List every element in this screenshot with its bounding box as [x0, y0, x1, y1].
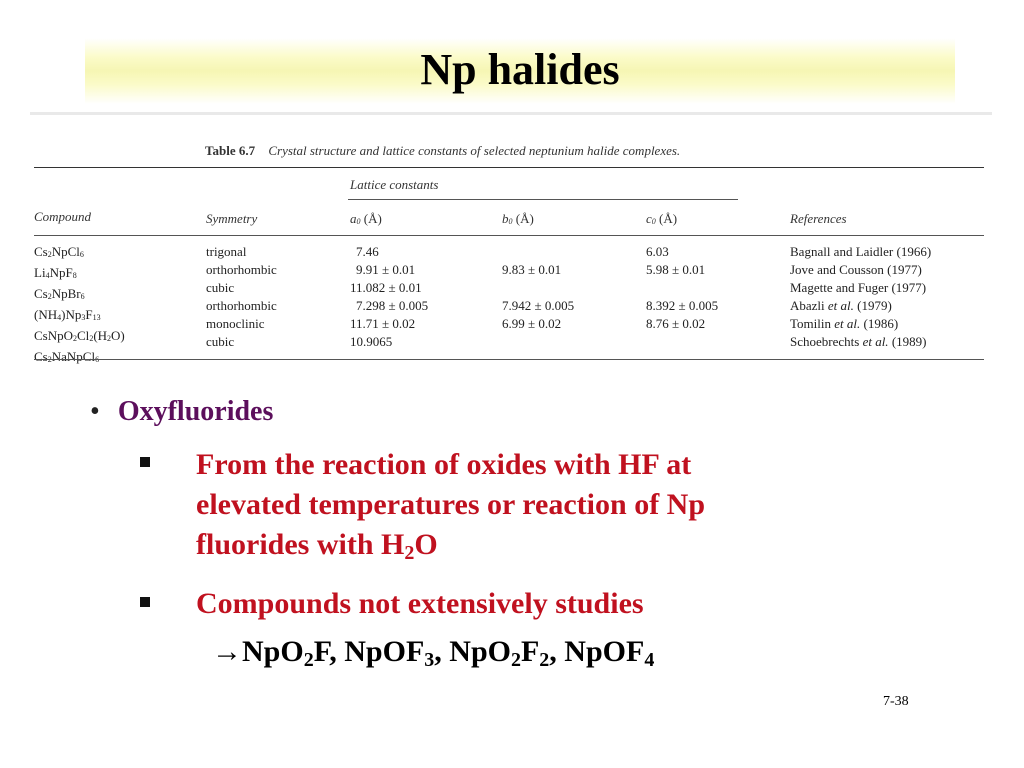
- b0-cell: [502, 243, 574, 261]
- c0-cell: [646, 333, 718, 351]
- symmetry-cell: orthorhombic: [206, 262, 277, 277]
- reference-cell: Bagnall and Laidler (1966): [790, 244, 932, 259]
- right-arrow-icon: →: [212, 635, 242, 668]
- square-bullet-icon: [140, 597, 150, 607]
- header-references: References: [790, 211, 847, 226]
- column-references: [790, 243, 931, 351]
- bullet-item-not-studied: Compounds not extensively studies: [196, 587, 644, 620]
- table-top-rule: [34, 167, 984, 168]
- column-symmetry: [206, 243, 277, 351]
- column-c0: [646, 243, 718, 351]
- b0-cell: 6.99 ± 0.02: [502, 316, 562, 331]
- header-a0-unit: (Å): [360, 211, 382, 226]
- a0-cell: 9.91 ± 0.01: [356, 262, 416, 277]
- symmetry-cell: monoclinic: [206, 316, 265, 331]
- header-b0-unit: (Å): [512, 211, 534, 226]
- a0-cell: 7.46: [356, 244, 379, 259]
- a0-cell: 11.71 ± 0.02: [350, 316, 416, 331]
- table-number: Table 6.7: [205, 143, 256, 158]
- header-b0-sub: 0: [508, 217, 513, 226]
- reference-cell: Tomilin et al. (1986): [790, 316, 899, 331]
- compound-cell: Li4NpF8: [34, 265, 77, 280]
- a0-cell: 10.9065: [350, 334, 393, 349]
- header-compound: Compound: [34, 209, 92, 224]
- header-c0-unit: (Å): [655, 211, 678, 226]
- header-a0-sub: 0: [356, 217, 361, 226]
- lattice-group-rule: [348, 199, 738, 200]
- header-rule: [34, 235, 984, 236]
- bullet-line: From the reaction of oxides with HF at: [196, 448, 692, 481]
- c0-cell: 5.98 ± 0.01: [646, 262, 706, 277]
- page-number: 7-38: [883, 694, 909, 709]
- bullet-dot-icon: •: [90, 396, 100, 427]
- c0-cell: 6.03: [646, 244, 669, 259]
- reference-cell: Schoebrechts et al. (1989): [790, 334, 927, 349]
- bullet-line: fluorides with $H_2O$: [196, 528, 438, 564]
- b0-cell: [502, 279, 574, 297]
- c0-cell: 8.392 ± 0.005: [646, 298, 719, 313]
- symmetry-cell: cubic: [206, 280, 235, 295]
- table-caption-text: Crystal structure and lattice constants of selected neptunium halide complexes.: [268, 143, 681, 158]
- compound-cell: Cs2NaNpCl6: [34, 349, 100, 364]
- reference-cell: Jove and Cousson (1977): [790, 262, 922, 277]
- reference-cell: Abazli et al. (1979): [790, 298, 892, 313]
- column-b0: [502, 243, 574, 351]
- b0-cell: 9.83 ± 0.01: [502, 262, 562, 277]
- symmetry-cell: trigonal: [206, 244, 247, 259]
- bullet-line: elevated temperatures or reaction of Np: [196, 488, 706, 521]
- header-symmetry: Symmetry: [206, 211, 258, 226]
- symmetry-cell: cubic: [206, 334, 235, 349]
- table-bottom-rule: [34, 359, 984, 360]
- table-caption: [205, 143, 680, 159]
- compound-cell: Cs2NpBr6: [34, 286, 85, 301]
- header-a0-letter: a: [350, 211, 357, 226]
- c0-cell: [646, 279, 718, 297]
- slide-title: Np halides: [420, 45, 620, 94]
- bullet-oxyfluorides: [90, 392, 273, 432]
- column-compound: [34, 243, 125, 369]
- a0-cell: 7.298 ± 0.005: [356, 298, 429, 313]
- symmetry-cell: orthorhombic: [206, 298, 277, 313]
- compound-cell: (NH4)Np3F13: [34, 307, 101, 322]
- column-a0: [350, 243, 428, 351]
- b0-cell: 7.942 ± 0.005: [502, 298, 575, 313]
- header-c0: [646, 211, 677, 227]
- header-b0-letter: b: [502, 211, 509, 226]
- square-bullet-icon: [140, 457, 150, 467]
- bullet-item-reaction: [196, 445, 896, 565]
- a0-cell: 11.082 ± 0.01: [350, 280, 422, 295]
- header-a0: [350, 211, 382, 227]
- compound-cell: Cs2NpCl6: [34, 244, 84, 259]
- lattice-constants-header: Lattice constants: [350, 177, 439, 192]
- compound-cell: CsNpO2Cl2(H2O): [34, 328, 125, 343]
- bullet-oxyfluorides-text: Oxyfluorides: [117, 396, 274, 427]
- c0-cell: 8.76 ± 0.02: [646, 316, 706, 331]
- formula-list: →NpO$_2$F, NpOF$_3$, $NpO_2F_2$, NpOF$_4$: [212, 635, 655, 671]
- header-c0-sub: 0: [651, 217, 656, 226]
- header-b0: [502, 211, 534, 227]
- b0-cell: [502, 333, 574, 351]
- header-c0-letter: c: [646, 211, 652, 226]
- reference-cell: Magette and Fuger (1977): [790, 280, 927, 295]
- table-image: [30, 112, 992, 373]
